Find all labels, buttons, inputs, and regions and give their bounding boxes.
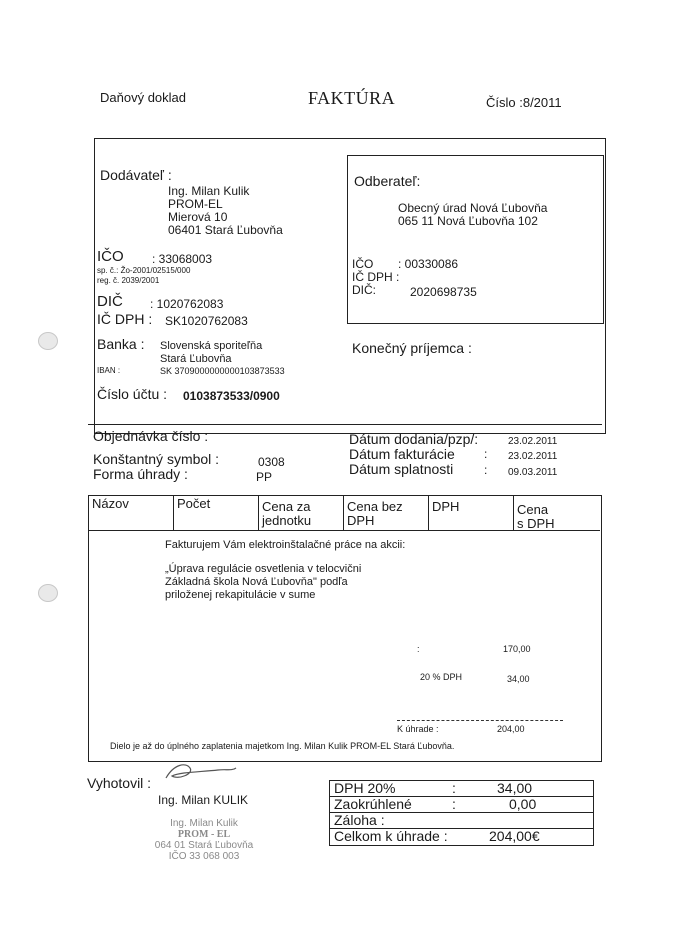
col-price-vat-header-1: Cena — [517, 502, 549, 517]
totals-round-label: Zaokrúhlené — [334, 796, 412, 812]
supplier-reg1: sp. č.: Žo-2001/02515/000 — [97, 266, 191, 275]
base-colon: : — [417, 644, 420, 654]
supplier-ico-value: : 33068003 — [152, 252, 213, 266]
vat-row-amount: 34,00 — [507, 674, 530, 684]
items-desc-2: Základná škola Nová Ľubovňa" podľa — [165, 576, 348, 588]
invoice-date-value: 23.02.2011 — [508, 451, 558, 462]
col-price-vat-header-2: s DPH — [517, 516, 555, 531]
totals-round-colon: : — [452, 796, 456, 812]
pay-row-amount: 204,00 — [497, 724, 525, 734]
customer-icdph-label: IČ DPH : — [352, 270, 400, 284]
col-divider-3 — [343, 495, 344, 530]
supplier-dic-value: : 1020762083 — [150, 297, 224, 311]
col-vat-header: DPH — [432, 499, 460, 514]
bank-city: Stará Ľubovňa — [160, 353, 232, 365]
items-desc-3: priloženej rekapitulácie v sume — [165, 589, 316, 601]
invoice-number: Číslo :8/2011 — [486, 95, 562, 110]
totals-vat-value: 34,00 — [497, 780, 533, 796]
final-recipient-label: Konečný príjemca : — [352, 340, 472, 356]
account-value: 0103873533/0900 — [183, 389, 280, 403]
ownership-note: Dielo je až do úplného zaplatenia majetkom Ing. Milan Kulik PROM-EL Stará Ľubovňa. — [110, 741, 455, 751]
delivery-date-value: 23.02.2011 — [508, 436, 558, 447]
supplier-city: 06401 Stará Ľubovňa — [168, 223, 283, 237]
customer-label: Odberateľ: — [354, 173, 421, 189]
col-divider-4 — [428, 495, 429, 530]
totals-round-value: 0,00 — [509, 796, 537, 812]
supplier-street: Mierová 10 — [168, 210, 228, 224]
customer-address: 065 11 Nová Ľubovňa 102 — [398, 214, 538, 228]
issued-by-label: Vyhotovil : — [87, 775, 152, 791]
due-date-value: 09.03.2011 — [508, 467, 558, 478]
col-name-header: Názov — [92, 496, 129, 511]
signature — [160, 758, 240, 788]
pay-row-label: K úhrade : — [397, 724, 439, 734]
invoice-date-label: Dátum fakturácie — [349, 446, 455, 462]
stamp-line-3: 064 01 Stará Ľubovňa — [154, 840, 254, 851]
const-symbol-value: 0308 — [258, 455, 285, 469]
col-price-novat-header-1: Cena bez — [347, 499, 403, 514]
payment-value: PP — [256, 470, 273, 484]
invoice-date-colon: : — [484, 447, 488, 461]
delivery-date-label: Dátum dodania/pzp/: — [349, 431, 479, 447]
totals-total-label: Celkom k úhrade : — [334, 828, 448, 844]
col-unit-price-header-2: jednotku — [262, 513, 312, 528]
due-date-colon: : — [484, 463, 488, 477]
supplier-icdph-label: IČ DPH : — [97, 311, 153, 327]
stamp-line-2: PROM - EL — [177, 829, 231, 840]
base-amount: 170,00 — [503, 644, 531, 654]
col-divider-5 — [513, 495, 514, 530]
items-intro: Fakturujem Vám elektroinštalačné práce na akcii: — [165, 539, 406, 551]
sum-underline — [397, 720, 563, 721]
supplier-label: Dodávateľ : — [100, 167, 172, 183]
page-title: FAKTÚRA — [308, 88, 396, 108]
supplier-reg2: reg. č. 2039/2001 — [97, 276, 160, 285]
due-date-label: Dátum splatnosti — [349, 461, 454, 477]
totals-vat-label: DPH 20% — [334, 780, 396, 796]
totals-total-value: 204,00€ — [489, 828, 540, 844]
payment-label: Forma úhrady : — [93, 466, 188, 482]
supplier-company: PROM-EL — [168, 197, 223, 211]
supplier-dic-label: DIČ — [97, 293, 123, 310]
punch-hole-bottom — [38, 584, 58, 602]
supplier-name: Ing. Milan Kulik — [168, 184, 250, 198]
iban-value: SK 3709000000000103873533 — [160, 366, 285, 376]
bank-name: Slovenská sporiteľňa — [160, 340, 263, 352]
items-box — [88, 495, 602, 762]
col-price-novat-header-2: DPH — [347, 513, 375, 528]
iban-label: IBAN : — [97, 366, 121, 375]
stamp-line-1: Ing. Milan Kulik — [170, 818, 238, 829]
const-symbol-label: Konštantný symbol : — [93, 451, 220, 467]
col-divider-1 — [173, 495, 174, 530]
customer-ico-label: IČO — [352, 257, 374, 271]
totals-advance-label: Záloha : — [334, 812, 385, 828]
items-desc-1: „Úprava regulácie osvetlenia v telocvični — [165, 563, 362, 575]
issued-by-name: Ing. Milan KULIK — [158, 793, 249, 807]
order-separator — [88, 424, 602, 425]
account-label: Číslo účtu : — [97, 386, 168, 402]
supplier-ico-label: IČO — [97, 248, 124, 265]
customer-dic-value: 2020698735 — [410, 285, 477, 299]
stamp-line-4: IČO 33 068 003 — [168, 851, 240, 862]
order-label: Objednávka číslo : — [93, 428, 209, 444]
supplier-icdph-value: SK1020762083 — [165, 314, 248, 328]
customer-ico-value: : 00330086 — [398, 257, 459, 271]
col-qty-header: Počet — [177, 496, 211, 511]
totals-vat-colon: : — [452, 780, 456, 796]
punch-hole-top — [38, 332, 58, 350]
customer-dic-label: DIČ: — [352, 283, 376, 297]
bank-label: Banka : — [97, 336, 145, 352]
col-unit-price-header-1: Cena za — [262, 499, 311, 514]
doc-type: Daňový doklad — [100, 90, 186, 105]
customer-name: Obecný úrad Nová Ľubovňa — [398, 201, 548, 215]
vat-row-label: 20 % DPH — [420, 672, 463, 682]
col-divider-2 — [258, 495, 259, 530]
